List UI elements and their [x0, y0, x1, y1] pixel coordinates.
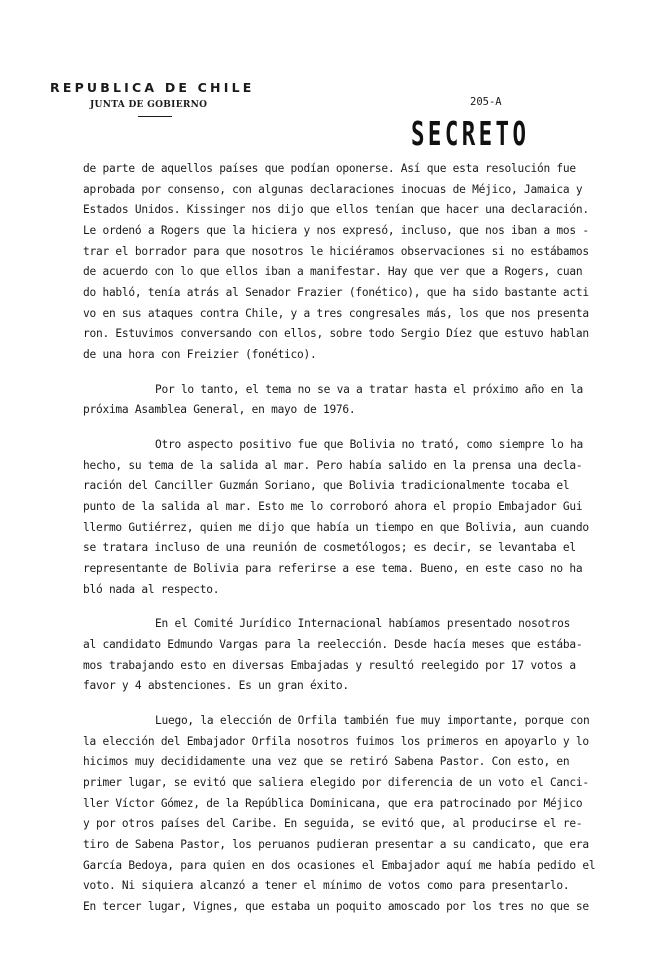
classification-stamp: SECRETO [411, 114, 530, 153]
text-line: representante de Bolivia para referirse a ese tema. Bueno, en este caso no ha [83, 562, 583, 575]
text-line: vo en sus ataques contra Chile, y a tres congresales más, los que nos presenta [83, 307, 589, 320]
text-line: En el Comité Jurídico Internacional habíamos presentado nosotros [155, 617, 571, 630]
text-line: ración del Canciller Guzmán Soriano, que Bolivia tradicionalmente tocaba el [83, 479, 570, 492]
text-line: ller Víctor Gómez, de la República Dominicana, que era patrocinado por Méjico [83, 797, 583, 810]
text-line: aprobada por consenso, con algunas declaraciones inocuas de Méjico, Jamaica y [83, 183, 583, 196]
text-line: ron. Estuvimos conversando con ellos, sobre todo Sergio Díez que estuvo hablan [83, 327, 589, 340]
text-line: do habló, tenía atrás al Senador Frazier (fonético), que ha sido bastante acti [83, 286, 589, 299]
text-line: voto. Ni siquiera alcanzó a tener el mínimo de votos como para presentarlo. [83, 879, 570, 892]
text-line: Le ordenó a Rogers que la hiciera y nos expresó, incluso, que nos iban a mos - [83, 224, 589, 237]
text-line: próxima Asamblea General, en mayo de 1976. [83, 403, 356, 416]
text-line: En tercer lugar, Vignes, que estaba un poquito amoscado por los tres no que se [83, 900, 589, 913]
text-line: Por lo tanto, el tema no se va a tratar hasta el próximo año en la [155, 383, 584, 396]
text-line: primer lugar, se evitó que saliera elegido por diferencia de un voto el Canci- [83, 776, 589, 789]
header-underline [138, 116, 172, 117]
text-line: García Bedoya, para quien en dos ocasiones el Embajador aquí me había pedido el [83, 859, 596, 872]
text-line: mos trabajando esto en diversas Embajadas y resultó reelegido por 17 votos a [83, 659, 576, 672]
text-line: Luego, la elección de Orfila también fue muy importante, porque con [155, 714, 590, 727]
text-line: al candidato Edmundo Vargas para la reelección. Desde hacía meses que estába- [83, 638, 583, 651]
text-line: tiro de Sabena Pastor, los peruanos pudieran presentar a su candicato, que era [83, 838, 589, 851]
text-line: hicimos muy decididamente una vez que se retiró Sabena Pastor. Con esto, en [83, 755, 570, 768]
text-line: hecho, su tema de la salida al mar. Pero había salido en la prensa una decla- [83, 459, 583, 472]
text-line: trar el borrador para que nosotros le hiciéramos observaciones si no estábamos [83, 245, 589, 258]
junta-header: JUNTA DE GOBIERNO [90, 100, 208, 110]
text-line: Estados Unidos. Kissinger nos dijo que ellos tenían que hacer una declaración. [83, 203, 589, 216]
document-number: 205-A [470, 96, 502, 108]
text-line: de una hora con Freizier (fonético). [83, 348, 317, 361]
text-line: se tratara incluso de una reunión de cosmetólogos; es decir, se levantaba el [83, 541, 576, 554]
text-line: de acuerdo con lo que ellos iban a manifestar. Hay que ver que a Rogers, cuan [83, 265, 583, 278]
text-line: Otro aspecto positivo fue que Bolivia no trató, como siempre lo ha [155, 438, 584, 451]
text-line: de parte de aquellos países que podían oponerse. Así que esta resolución fue [83, 162, 576, 175]
text-line: punto de la salida al mar. Esto me lo corroboró ahora el propio Embajador Gui [83, 500, 583, 513]
text-line: y por otros países del Caribe. En seguida, se evitó que, al producirse el re- [83, 817, 583, 830]
text-line: favor y 4 abstenciones. Es un gran éxito. [83, 679, 349, 692]
text-line: llermo Gutiérrez, quien me dijo que había un tiempo en que Bolivia, aun cuando [83, 521, 589, 534]
country-header: REPUBLICA DE CHILE [50, 80, 255, 95]
text-line: bló nada al respecto. [83, 583, 220, 596]
text-line: la elección del Embajador Orfila nosotros fuimos los primeros en apoyarlo y lo [83, 735, 589, 748]
